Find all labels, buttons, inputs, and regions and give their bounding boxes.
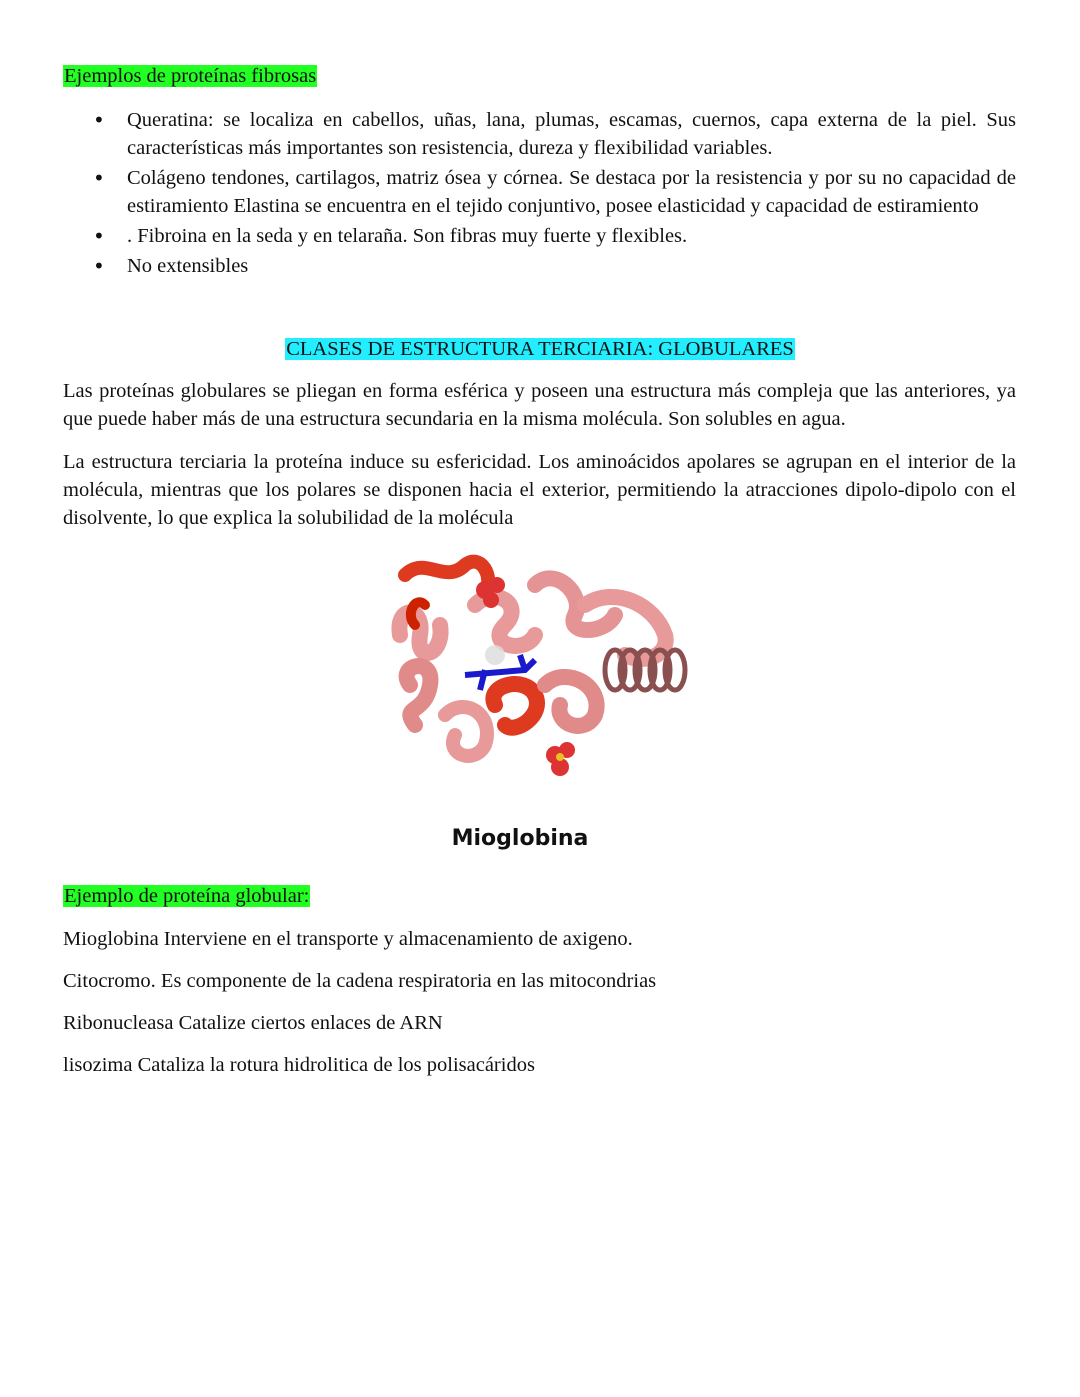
section-title: CLASES DE ESTRUCTURA TERCIARIA: GLOBULARES	[286, 338, 794, 360]
fibrous-heading: Ejemplos de proteínas fibrosas	[64, 65, 317, 87]
paragraph: Las proteínas globulares se pliegan en forma esférica y poseen una estructura más compleja que las anteriores, ya que puede haber más de una estructura secundaria en la misma molécula. Son solubles en agua.	[63, 380, 1016, 430]
myoglobin-image	[385, 545, 695, 795]
list-item: • Colágeno tendones, cartilagos, matriz ósea y córnea. Se destaca por la resistencia y por su no capacidad de estiramiento Elastina se encuentra en el tejido conjuntivo, posee elasticidad y capacidad de estiramiento	[63, 164, 1016, 220]
examples-heading: Ejemplo de proteína globular:	[64, 885, 310, 907]
list-item: • Queratina: se localiza en cabellos, uñas, lana, plumas, escamas, cuernos, capa externa de la piel. Sus características más importantes son resistencia, dureza y flexibilidad variables.	[63, 106, 1016, 162]
example-item: Ribonucleasa Catalize ciertos enlaces de ARN	[63, 1012, 443, 1034]
fibrous-list	[63, 106, 1016, 282]
list-item: • No extensibles	[63, 252, 1016, 280]
example-item: Mioglobina Interviene en el transporte y almacenamiento de axigeno.	[63, 928, 633, 950]
figure-caption: Mioglobina	[451, 826, 589, 851]
list-item: • . Fibroina en la seda y en telaraña. Son fibras muy fuerte y flexibles.	[63, 222, 1016, 250]
example-item: lisozima Cataliza la rotura hidrolitica de los polisacáridos	[63, 1054, 535, 1076]
example-item: Citocromo. Es componente de la cadena respiratoria en las mitocondrias	[63, 970, 657, 992]
paragraph: La estructura terciaria la proteína induce su esfericidad. Los aminoácidos apolares se agrupan en el interior de la molécula, mientras que los polares se disponen hacia el exterior, permitiendo la atracciones dipolo-dipolo con el disolvente, lo que explica la solubilidad de la molécula	[63, 451, 1016, 529]
protein-structure-icon	[385, 545, 695, 795]
